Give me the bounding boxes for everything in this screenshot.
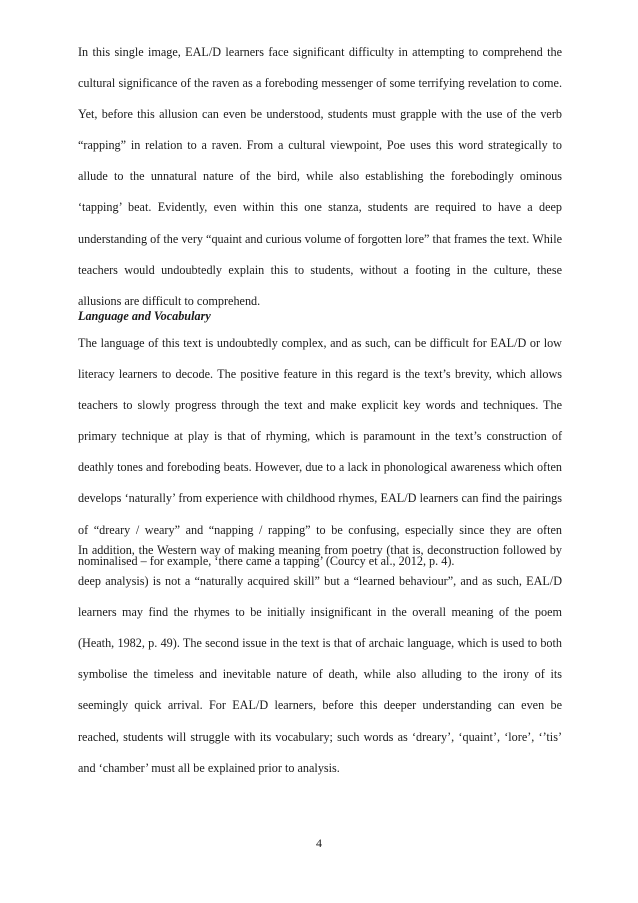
section-heading: Language and Vocabulary: [78, 309, 211, 323]
page-number: 4: [316, 836, 322, 850]
body-paragraph-language-vocabulary: The language of this text is undoubtedly complex, and as such, can be difficult for EAL/D or low literacy learners to decode. The positive feature in this regard is the text’s brevity, which allows teachers to slowly progress through the text and make explicit key words and techniques. The primary technique at play is that of rhyming, which is paramount in the text’s construction of deathly tones and foreboding beats. However, due to a lack in phonological awareness which often develops ‘naturally’ from experience with childhood rhymes, EAL/D learners can find the pairings of “dreary / weary” and “napping / rapping” to be confusing, especially since they are often nominalised – for example, ‘there came a tapping’ (Courcy et al., 2012, p. 4).: [78, 336, 562, 568]
body-paragraph-archaic-language: In addition, the Western way of making meaning from poetry (that is, deconstruction followed by deep analysis) is not a “naturally acquired skill” but a “learned behaviour”, and as such, EAL/D learners may find the rhymes to be initially insignificant in the overall meaning of the poem (Heath, 1982, p. 49). The second issue in the text is that of archaic language, which is used to both symbolise the timeless and inevitable nature of death, while also alluding to the irony of its seemingly quick arrival. For EAL/D learners, before this deeper understanding can even be reached, students will struggle with its vocabulary; such words as ‘dreary’, ‘quaint’, ‘lore’, ‘’tis’ and ‘chamber’ must all be explained prior to analysis.: [78, 543, 562, 775]
body-paragraph-cultural-allusions: In this single image, EAL/D learners face significant difficulty in attempting to comprehend the cultural significance of the raven as a foreboding messenger of some terrifying revelation to come. Yet, before this allusion can even be understood, students must grapple with the use of the verb “rapping” in relation to a raven. From a cultural viewpoint, Poe uses this word strategically to allude to the unnatural nature of the bird, while also establishing the forebodingly ominous ‘tapping’ beat. Evidently, even within this one stanza, students are required to have a deep understanding of the very “quaint and curious volume of forgotten lore” that frames the text. While teachers would undoubtedly explain this to students, without a footing in the culture, these allusions are difficult to comprehend.: [78, 45, 562, 308]
